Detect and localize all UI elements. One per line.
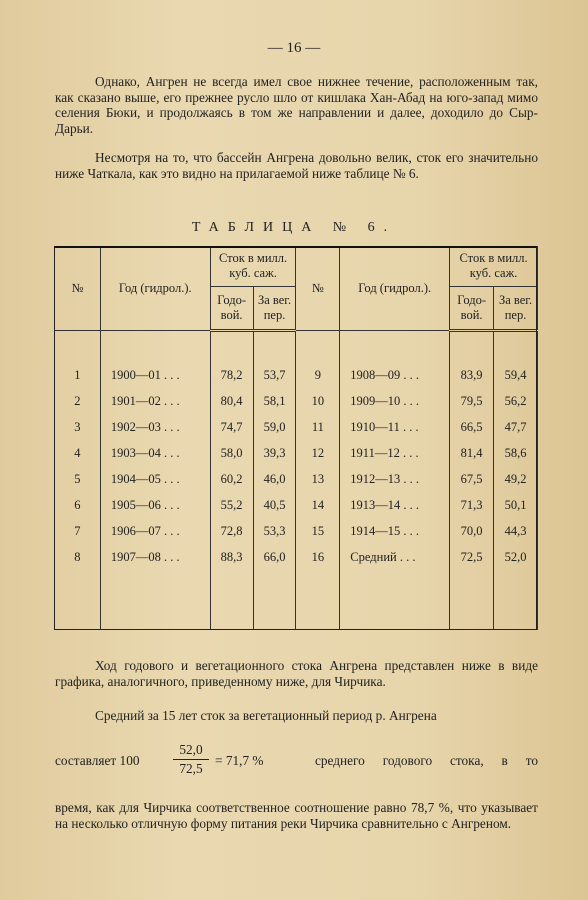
row-year: 1911—12 . . . (340, 440, 450, 466)
table-row (55, 544, 538, 570)
table-row (55, 492, 538, 518)
table-row (55, 440, 538, 466)
row-annual: 66,5 (450, 414, 494, 440)
formula-fraction (173, 742, 209, 777)
row-veg: 44,3 (494, 518, 538, 544)
row-veg: 66,0 (253, 544, 296, 570)
row-annual: 60,2 (210, 466, 253, 492)
row-veg: 49,2 (494, 466, 538, 492)
row-year: 1909—10 . . . (340, 388, 450, 414)
paragraph-4: Средний за 15 лет сток за вегетационный период р. Ангрена (95, 708, 437, 723)
table-row (55, 518, 538, 544)
paragraph-5: время, как для Чирчика соответственное соотношение равно 78,7 %, что указывает на несколько отличную форму питания реки Чирчика сравнительно с Ангреном. (55, 800, 538, 831)
row-year: 1908—09 . . . (340, 362, 450, 388)
row-no: 11 (296, 414, 340, 440)
row-annual: 83,9 (450, 362, 494, 388)
row-no: 7 (55, 518, 101, 544)
paragraph-3: Ход годового и вегетационного стока Ангрена представлен ниже в виде графика, аналогичного, приведенному ниже, для Чирчика. (55, 658, 538, 689)
row-no: 13 (296, 466, 340, 492)
row-annual: 58,0 (210, 440, 253, 466)
row-year: 1900—01 . . . (100, 362, 210, 388)
row-veg: 58,1 (253, 388, 296, 414)
page-number: — 16 — (267, 40, 321, 56)
row-annual: 80,4 (210, 388, 253, 414)
table-row (55, 362, 538, 388)
header-veg-left: За вег. пер. (253, 287, 296, 331)
row-no: 3 (55, 414, 101, 440)
header-year-left: Год (гидрол.). (100, 246, 210, 331)
row-veg: 53,7 (253, 362, 296, 388)
row-year: 1902—03 . . . (100, 414, 210, 440)
row-annual: 88,3 (210, 544, 253, 570)
row-annual: 67,5 (450, 466, 494, 492)
formula (55, 742, 538, 782)
row-no: 10 (296, 388, 340, 414)
row-veg: 53,3 (253, 518, 296, 544)
header-flow-left: Сток в милл. куб. саж. (210, 246, 296, 287)
row-no: 2 (55, 388, 101, 414)
row-year: 1901—02 . . . (100, 388, 210, 414)
header-no-right: № (296, 246, 340, 331)
row-no: 6 (55, 492, 101, 518)
table-row (55, 388, 538, 414)
row-no: 8 (55, 544, 101, 570)
row-annual: 55,2 (210, 492, 253, 518)
formula-suffix: среднего годового стока, в то (315, 753, 538, 768)
row-no: 4 (55, 440, 101, 466)
header-veg-right: За вег. пер. (494, 287, 538, 331)
row-veg: 58,6 (494, 440, 538, 466)
row-no: 12 (296, 440, 340, 466)
row-annual: 81,4 (450, 440, 494, 466)
row-no: 15 (296, 518, 340, 544)
table-title: ТАБЛИЦА № 6. (191, 220, 397, 235)
row-year: 1913—14 . . . (340, 492, 450, 518)
header-annual-right: Годо-вой. (450, 287, 494, 331)
row-no: 14 (296, 492, 340, 518)
row-no: 9 (296, 362, 340, 388)
row-no: 1 (55, 362, 101, 388)
row-veg: 46,0 (253, 466, 296, 492)
row-annual: 72,8 (210, 518, 253, 544)
table-row (55, 414, 538, 440)
header-year-right: Год (гидрол.). (340, 246, 450, 331)
formula-prefix: составляет 100 (55, 753, 140, 768)
row-veg: 56,2 (494, 388, 538, 414)
row-veg: 47,7 (494, 414, 538, 440)
row-year: 1912—13 . . . (340, 466, 450, 492)
row-year: 1914—15 . . . (340, 518, 450, 544)
row-veg: 40,5 (253, 492, 296, 518)
flow-table (54, 246, 538, 630)
formula-result: = 71,7 % (215, 753, 264, 768)
row-year: 1910—11 . . . (340, 414, 450, 440)
row-veg: 59,4 (494, 362, 538, 388)
row-year: 1906—07 . . . (100, 518, 210, 544)
row-veg: 39,3 (253, 440, 296, 466)
paragraph-2: Несмотря на то, что бассейн Ангрена довольно велик, сток его значительно ниже Чаткала, как это видно на прилагаемой ниже таблице № 6. (55, 150, 538, 181)
row-annual: 71,3 (450, 492, 494, 518)
row-year: 1907—08 . . . (100, 544, 210, 570)
row-veg: 50,1 (494, 492, 538, 518)
table-row (55, 466, 538, 492)
header-flow-right: Сток в милл. куб. саж. (450, 246, 538, 287)
row-year: 1903—04 . . . (100, 440, 210, 466)
row-year: 1905—06 . . . (100, 492, 210, 518)
row-annual: 78,2 (210, 362, 253, 388)
row-year: Средний . . . (340, 544, 450, 570)
header-no-left: № (55, 246, 101, 331)
row-annual: 72,5 (450, 544, 494, 570)
header-annual-left: Годо-вой. (210, 287, 253, 331)
row-annual: 74,7 (210, 414, 253, 440)
row-year: 1904—05 . . . (100, 466, 210, 492)
row-no: 16 (296, 544, 340, 570)
paragraph-1: Однако, Ангрен не всегда имел свое нижнее течение, расположенным так, как сказано выше, его прежнее русло шло от кишлака Хан-Абад на юго-запад мимо селения Бюки, и продолжаясь в том же направлении и далее, доходило до Сыр-Дарьи. (55, 74, 538, 136)
row-veg: 52,0 (494, 544, 538, 570)
row-annual: 79,5 (450, 388, 494, 414)
formula-denominator: 72,5 (179, 761, 203, 776)
row-no: 5 (55, 466, 101, 492)
row-veg: 59,0 (253, 414, 296, 440)
formula-numerator: 52,0 (173, 742, 209, 760)
row-annual: 70,0 (450, 518, 494, 544)
